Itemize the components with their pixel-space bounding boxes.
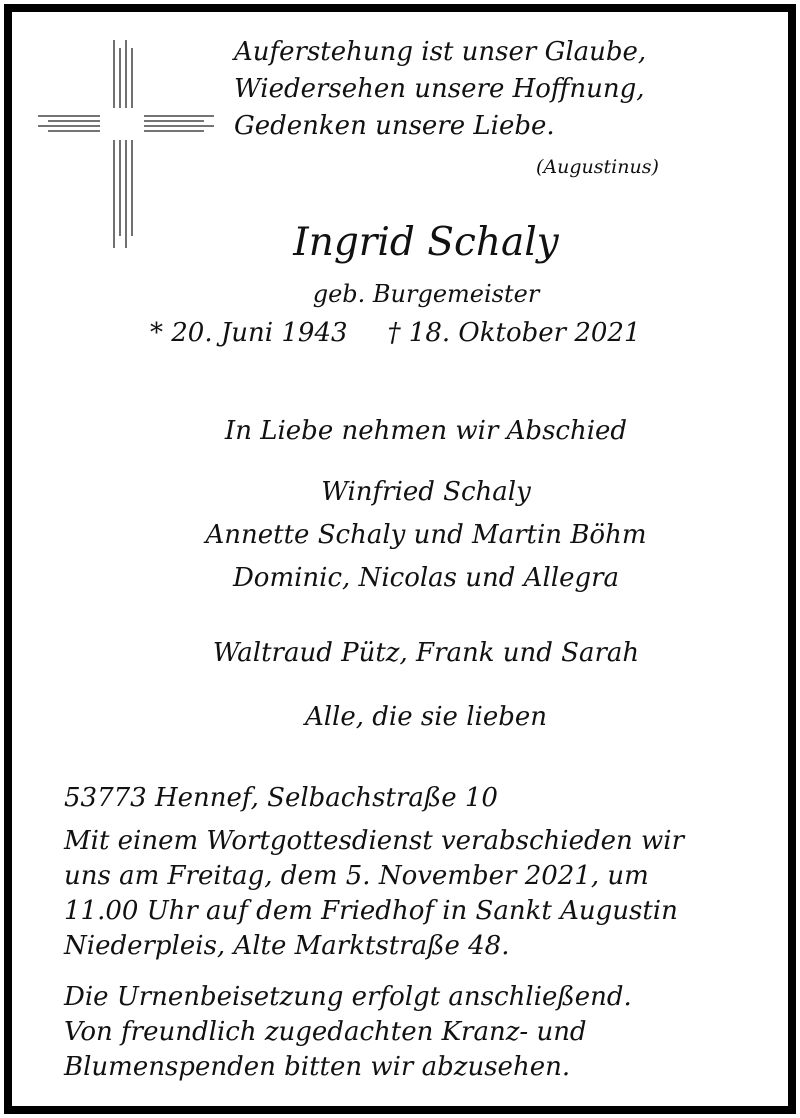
urn-line: Die Urnenbeisetzung erfolgt anschließend. — [64, 982, 632, 1012]
death-date: † 18. Oktober 2021 — [387, 318, 641, 348]
quote-line: Gedenken unsere Liebe. — [234, 111, 555, 141]
mourner-line: Winfried Schaly — [321, 477, 531, 507]
urn-line: Blumenspenden bitten wir abzusehen. — [64, 1052, 571, 1082]
life-dates — [150, 318, 641, 348]
maiden-name: geb. Burgemeister — [312, 280, 540, 308]
mourners-all: Alle, die sie lieben — [304, 702, 548, 732]
farewell-line: In Liebe nehmen wir Abschied — [224, 416, 628, 446]
epitaph-quote — [234, 34, 646, 145]
service-line: Niederpleis, Alte Marktstraße 48. — [64, 931, 510, 961]
mourners-relatives: Waltraud Pütz, Frank und Sarah — [212, 638, 640, 668]
birth-date: * 20. Juni 1943 — [150, 318, 348, 348]
mourners-family — [0, 471, 800, 600]
service-line: uns am Freitag, dem 5. November 2021, um — [64, 861, 649, 891]
cross-icon — [38, 40, 214, 248]
service-notice — [64, 824, 684, 964]
urn-line: Von freundlich zugedachten Kranz- und — [64, 1017, 587, 1047]
quote-line: Wiedersehen unsere Hoffnung, — [234, 74, 645, 104]
quote-author: (Augustinus) — [536, 156, 659, 178]
service-line: 11.00 Uhr auf dem Friedhof in Sankt Augustin — [64, 896, 678, 926]
quote-line: Auferstehung ist unser Glaube, — [234, 37, 647, 67]
address: 53773 Hennef, Selbachstraße 10 — [64, 783, 498, 813]
service-line: Mit einem Wortgottesdienst verabschieden wir — [64, 826, 685, 856]
urn-notice — [64, 980, 632, 1085]
deceased-name: Ingrid Schaly — [293, 220, 559, 265]
mourner-line: Annette Schaly und Martin Böhm — [205, 520, 647, 550]
mourner-line: Dominic, Nicolas und Allegra — [232, 563, 620, 593]
